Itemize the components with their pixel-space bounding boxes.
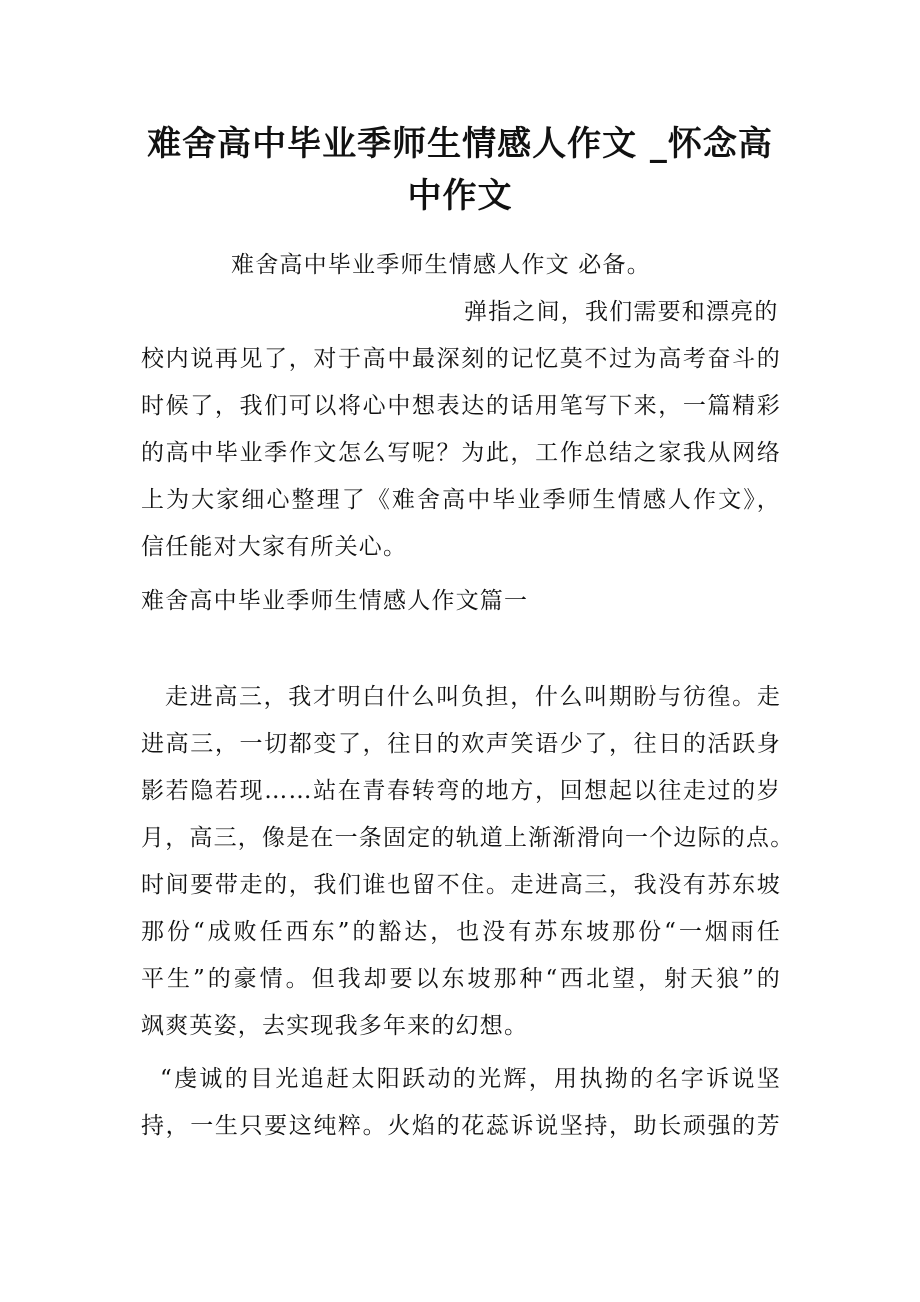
title-line-1: 难舍高中毕业季师生情感人作文 _怀念高 [147, 124, 773, 164]
section-heading: 难舍高中毕业季师生情感人作文篇一 [141, 588, 529, 614]
title-line-2: 中作文 [407, 176, 513, 216]
paragraph-1-line-6: 那份“成败任西东”的豁达，也没有苏东坡那份“一烟雨任 [141, 919, 781, 945]
paragraph-1-line-4: 月，高三，像是在一条固定的轨道上渐渐滑向一个边际的点。 [141, 825, 795, 851]
intro-line-5: 的高中毕业季作文怎么写呢？为此，工作总结之家我从网络 [141, 440, 781, 466]
document-title [110, 118, 810, 222]
intro-line-6: 上为大家细心整理了《难舍高中毕业季师生情感人作文》， [141, 487, 781, 513]
paragraph-2-line-2: 持，一生只要这纯粹。火焰的花蕊诉说坚持，助长顽强的芳 [141, 1113, 781, 1139]
intro-line-1: 难舍高中毕业季师生情感人作文 必备。 [231, 252, 651, 278]
paragraph-1-line-2: 进高三，一切都变了，往日的欢声笑语少了，往日的活跃身 [141, 731, 781, 757]
paragraph-1-line-1: 走进高三，我才明白什么叫负担，什么叫期盼与彷徨。走 [165, 684, 781, 710]
intro-line-7: 信任能对大家有所关心。 [141, 534, 408, 560]
intro-line-2: 弹指之间，我们需要和漂亮的 [464, 299, 779, 325]
intro-line-4: 时候了，我们可以将心中想表达的话用笔写下来，一篇精彩 [141, 393, 781, 419]
paragraph-1-line-8: 飒爽英姿，去实现我多年来的幻想。 [141, 1013, 529, 1039]
paragraph-1-line-5: 时间要带走的，我们谁也留不住。走进高三，我没有苏东坡 [141, 872, 781, 898]
intro-line-3: 校内说再见了，对于高中最深刻的记忆莫不过为高考奋斗的 [141, 346, 781, 372]
paragraph-1-line-7: 平生”的豪情。但我却要以东坡那种“西北望，射天狼”的 [141, 966, 781, 992]
paragraph-2-line-1: “虔诚的目光追赶太阳跃动的光辉，用执拗的名字诉说坚 [160, 1066, 781, 1092]
paragraph-1-line-3: 影若隐若现……站在青春转弯的地方，回想起以往走过的岁 [141, 778, 781, 804]
